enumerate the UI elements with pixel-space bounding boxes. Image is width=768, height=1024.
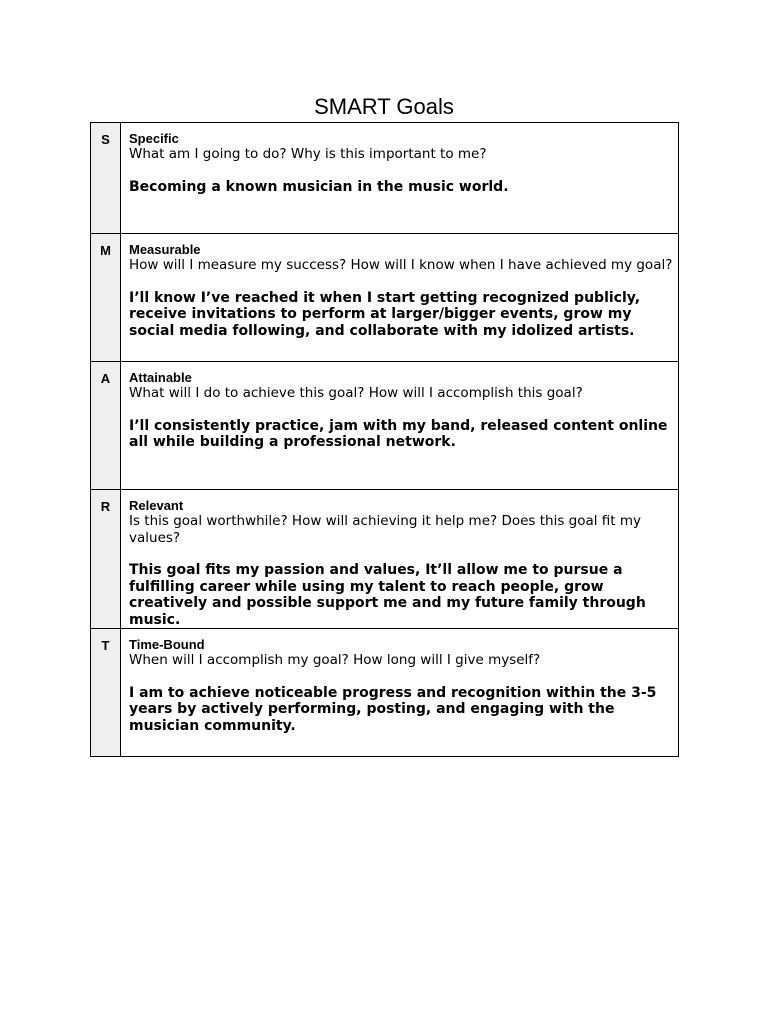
goal-answer: I’ll know I’ve reached it when I start getting recognized publicly, receive invitations to perform at larger/bigger events, grow my social media following, and collaborate with my idolized artists. [129,289,641,339]
goal-heading: Specific [129,131,179,146]
goal-letter: A [91,362,121,490]
goal-heading: Attainable [129,370,192,385]
goal-letter: R [91,490,121,629]
goal-answer: This goal fits my passion and values, It’ll allow me to pursue a fulfilling career while using my talent to reach people, grow creatively and possible support me and my future family through music. [129,562,646,628]
goal-letter: S [91,123,121,234]
goal-row-specific [91,123,679,234]
goal-letter: M [91,234,121,362]
goal-question: How will I measure my success? How will I know when I have achieved my goal? [129,257,673,273]
goal-row-relevant [91,490,679,629]
goal-content [121,234,679,362]
page-title: SMART Goals [314,94,454,119]
goal-content [121,490,679,629]
goal-heading: Time-Bound [129,637,205,652]
goal-letter: T [91,629,121,757]
goal-answer: Becoming a known musician in the music world. [129,178,509,195]
goal-question: Is this goal worthwhile? How will achieving it help me? Does this goal fit my values? [129,513,642,546]
goal-question: When will I accomplish my goal? How long will I give myself? [129,652,541,668]
goal-row-time-bound [91,629,679,757]
goal-content [121,362,679,490]
goal-content [121,629,679,757]
goal-content [121,123,679,234]
goal-question: What will I do to achieve this goal? How will I accomplish this goal? [129,385,583,401]
smart-goals-table [90,122,679,757]
goal-answer: I am to achieve noticeable progress and recognition within the 3-5 years by actively performing, posting, and engaging with the musician community. [129,684,657,734]
goal-row-measurable [91,234,679,362]
goal-answer: I’ll consistently practice, jam with my band, released content online all while building a professional network. [129,417,668,450]
goal-question: What am I going to do? Why is this important to me? [129,146,487,162]
goal-heading: Measurable [129,242,201,257]
goal-row-attainable [91,362,679,490]
goal-heading: Relevant [129,498,184,513]
